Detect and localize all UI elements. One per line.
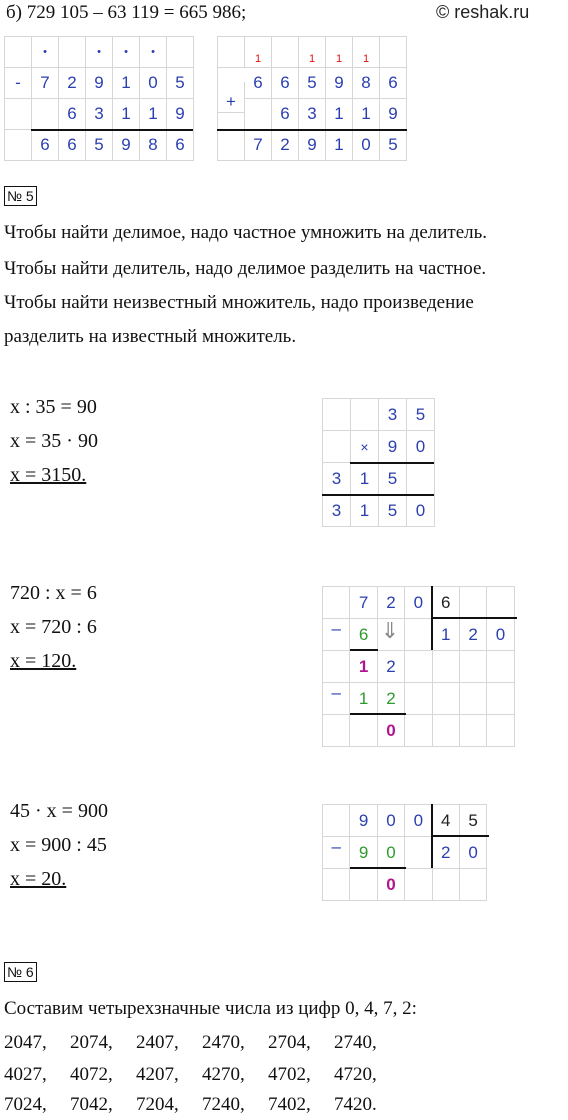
equation-line: x = 35 · 90 [10,430,98,452]
number-item: 4027, [4,1064,47,1085]
digit: 5 [379,463,407,495]
number-item: 2470, [202,1032,245,1053]
subtrahend-digit: 2 [378,683,405,715]
digit: 9 [380,99,407,130]
digit: 6 [272,99,299,130]
digit: 0 [405,805,432,837]
addition-grid [217,36,407,161]
subtrahend-digit: 6 [350,619,377,651]
equation-line: 45 · x = 900 [10,800,108,822]
equation-answer: x = 3150. [10,464,87,486]
borrow-dot [59,37,86,68]
sum-line [31,129,193,131]
long-division-grid [322,586,515,747]
result-digit: 1 [351,495,379,527]
equation-line: x = 900 : 45 [10,834,107,856]
digit: 2 [59,68,86,99]
number-item: 4720, [334,1064,377,1085]
digit [245,99,272,130]
borrow-dot [167,37,194,68]
digit: 3 [299,99,326,130]
number-item: 2074, [70,1032,113,1053]
digit: 7 [32,68,59,99]
rule-text: Чтобы найти неизвестный множитель, надо произведение [4,292,474,313]
digit: 1 [113,68,140,99]
carry-digit: 1 [326,37,353,68]
digit: 9 [86,68,113,99]
quotient-digit: 0 [487,619,514,651]
number-item: 4072, [70,1064,113,1085]
number-item: 2704, [268,1032,311,1053]
numbers-row [4,1032,400,1054]
digit: 3 [86,99,113,130]
division-bar [431,617,517,619]
digit: 1 [351,463,379,495]
digit: 9 [326,68,353,99]
carry-digit [272,37,299,68]
remainder-digit: 0 [378,715,405,747]
digit: 9 [167,99,194,130]
borrow-dot: • [32,37,59,68]
number-item: 7042, [70,1094,113,1115]
remainder-digit: 1 [350,651,377,683]
digit: 2 [378,651,405,683]
number-item: 7402, [268,1094,311,1115]
subtraction-line [350,867,406,869]
digit: 5 [299,68,326,99]
quotient-digit: 1 [433,619,460,651]
result-digit: 1 [326,130,353,161]
subtraction-line [350,649,378,651]
task-number-badge: № 6 [4,962,37,982]
rule-text: разделить на известный множитель. [4,326,297,347]
number-item: 7420. [334,1094,377,1115]
quotient-digit: 0 [460,837,487,869]
digit: 6 [59,99,86,130]
digit: 9 [350,805,377,837]
borrow-dot: • [86,37,113,68]
digit: 0 [378,805,405,837]
number-item: 2740, [334,1032,377,1053]
plus-sign: + [218,82,245,113]
minus-sign: – [323,619,350,651]
digit [32,99,59,130]
subtraction-line [350,713,406,715]
result-digit: 6 [167,130,194,161]
digit: 3 [323,463,351,495]
carry-digit: 1 [245,37,272,68]
digit: 7 [350,587,377,619]
digit: 6 [380,68,407,99]
digit: 3 [379,399,407,431]
result-digit: 0 [353,130,380,161]
subtrahend-digit: 0 [378,837,405,869]
result-digit: 6 [59,130,86,161]
header-equation: б) 729 105 – 63 119 = 665 986; [6,2,247,23]
result-digit: 5 [380,130,407,161]
digit: 2 [378,587,405,619]
digit: 1 [353,99,380,130]
number-item: 7240, [202,1094,245,1115]
carry-digit [380,37,407,68]
task-intro: Составим четырехзначные числа из цифр 0, 4, 7, 2: [4,998,417,1019]
result-digit: 6 [32,130,59,161]
result-digit: 9 [299,130,326,161]
equation-answer: x = 120. [10,650,77,672]
quotient-digit: 2 [433,837,460,869]
equation-line: 720 : x = 6 [10,582,97,604]
equation-line: x : 35 = 90 [10,396,97,418]
digit: 5 [407,399,435,431]
carry-digit: 1 [353,37,380,68]
digit: 9 [379,431,407,463]
rule-text: Чтобы найти делимое, надо частное умножить на делитель. [4,222,488,243]
result-digit: 5 [86,130,113,161]
carry-down-arrow-icon: ⇓ [380,619,400,644]
borrow-dot: • [113,37,140,68]
divisor-digit: 5 [460,805,487,837]
result-digit: 3 [323,495,351,527]
number-item: 4207, [136,1064,179,1085]
carry-digit: 1 [299,37,326,68]
subtrahend-digit: 1 [350,683,377,715]
rule-text: Чтобы найти делитель, надо делимое разделить на частное. [4,258,487,279]
product-line [350,462,434,464]
digit: 5 [167,68,194,99]
borrow-dot: • [140,37,167,68]
digit: 1 [326,99,353,130]
number-item: 4270, [202,1064,245,1085]
equation-line: x = 720 : 6 [10,616,97,638]
result-digit: 5 [379,495,407,527]
divisor-digit: 4 [433,805,460,837]
minus-sign: – [323,683,350,715]
digit: 8 [353,68,380,99]
task-number-badge: № 5 [4,186,37,206]
number-item: 2047, [4,1032,47,1053]
minus-sign: - [5,68,32,99]
result-digit: 7 [245,130,272,161]
digit: 0 [140,68,167,99]
remainder-digit: 0 [378,869,405,901]
long-division-grid [322,804,487,901]
division-bar [431,835,489,837]
numbers-row [4,1064,400,1086]
equation-answer: x = 20. [10,868,67,890]
divisor-digit: 6 [433,587,460,619]
digit: 6 [245,68,272,99]
result-digit: 9 [113,130,140,161]
result-digit: 2 [272,130,299,161]
digit: 0 [407,431,435,463]
result-digit: 8 [140,130,167,161]
subtraction-grid [4,36,194,161]
number-item: 2407, [136,1032,179,1053]
number-item: 7204, [136,1094,179,1115]
digit: 6 [272,68,299,99]
number-item: 7024, [4,1094,47,1115]
watermark-brand: © reshak.ru [436,2,530,22]
times-sign: × [351,431,379,463]
numbers-row [4,1094,400,1116]
sum-line [322,494,434,496]
sum-line [217,129,407,131]
number-item: 4702, [268,1064,311,1085]
digit: 0 [405,587,432,619]
digit: 1 [113,99,140,130]
quotient-digit: 2 [460,619,487,651]
minus-sign: – [323,837,350,869]
result-digit: 0 [407,495,435,527]
subtrahend-digit: 9 [350,837,377,869]
digit: 1 [140,99,167,130]
